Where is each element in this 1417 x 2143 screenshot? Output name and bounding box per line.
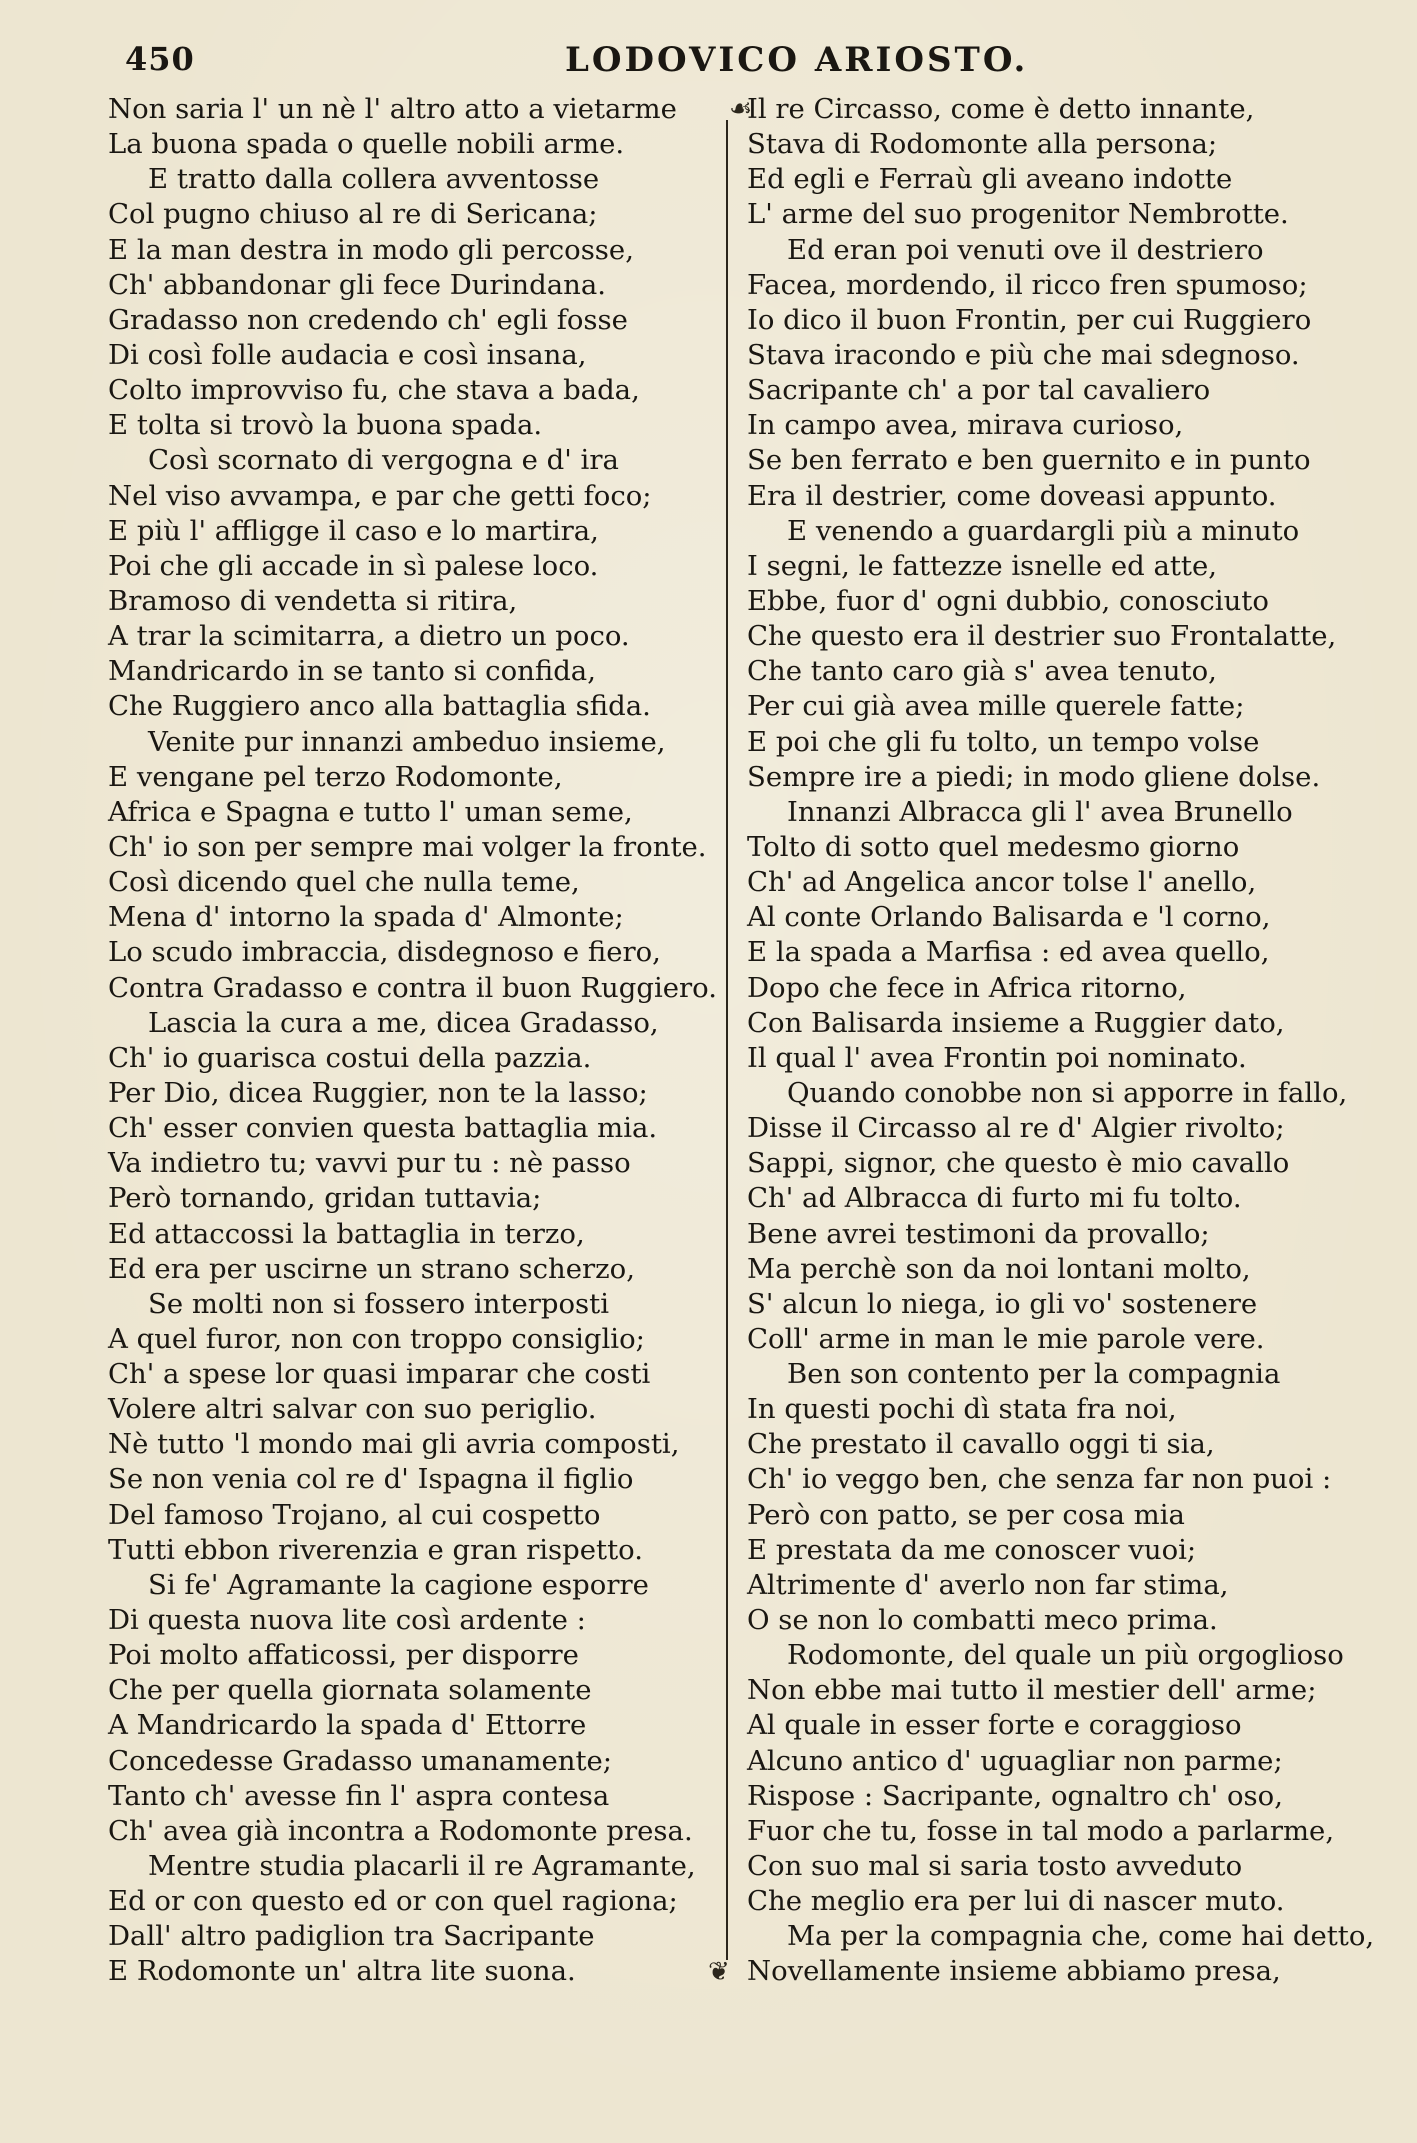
verse-line: Il re Circasso, come è detto innante, — [747, 93, 1255, 125]
page-number: 450 — [125, 40, 195, 78]
verse-line: Venite pur innanzi ambeduo insieme, — [148, 725, 666, 758]
verse-line: Ch' ad Albracca di furto mi fu tolto. — [747, 1182, 1242, 1215]
verse-line: Ebbe, fuor d' ogni dubbio, conosciuto — [747, 584, 1269, 617]
verse-line: Così scornato di vergogna e d' ira — [148, 444, 619, 477]
verse-line: A trar la scimitarra, a dietro un poco. — [108, 620, 630, 653]
verse-line: Ma perchè son da noi lontani molto, — [747, 1252, 1251, 1285]
verse-line: In campo avea, mirava curioso, — [747, 409, 1184, 442]
verse-line: Che prestato il cavallo oggi ti sia, — [747, 1428, 1215, 1461]
verse-line: Con Balisarda insieme a Ruggier dato, — [747, 1006, 1285, 1039]
verse-line: Tutti ebbon riverenzia e gran rispetto. — [108, 1533, 643, 1566]
verse-line: Che questo era il destrier suo Frontalatte, — [747, 620, 1337, 653]
verse-line: E tolta si trovò la buona spada. — [108, 409, 543, 442]
verse-line: Poi che gli accade in sì palese loco. — [108, 549, 599, 582]
verse-line: Era il destrier, come doveasi appunto. — [747, 479, 1277, 512]
verse-line: Sempre ire a piedi; in modo gliene dolse. — [747, 760, 1321, 793]
verse-line: Facea, mordendo, il ricco fren spumoso; — [747, 268, 1308, 301]
page-header — [125, 40, 1355, 90]
verse-line: Dall' altro padiglion tra Sacripante — [108, 1920, 595, 1953]
verse-line: Disse il Circasso al re d' Algier rivolto; — [747, 1112, 1285, 1145]
verse-line: Di questa nuova lite così ardente : — [108, 1604, 586, 1637]
verse-line: A quel furor, non con troppo consiglio; — [108, 1322, 645, 1355]
verse-line: Gradasso non credendo ch' egli fosse — [108, 303, 628, 336]
verse-line: Nè tutto 'l mondo mai gli avria composti, — [108, 1428, 680, 1461]
verse-line: Colto improvviso fu, che stava a bada, — [108, 374, 640, 407]
verse-line: Ed or con questo ed or con quel ragiona; — [108, 1885, 678, 1918]
verse-line: Di così folle audacia e così insana, — [108, 338, 587, 371]
verse-line: Se molti non si fossero interposti — [148, 1287, 610, 1320]
verse-line: Rodomonte, del quale un più orgoglioso — [787, 1639, 1344, 1672]
verse-line: Non ebbe mai tutto il mestier dell' arme; — [747, 1674, 1317, 1707]
verse-line: Il qual l' avea Frontin poi nominato. — [747, 1041, 1247, 1074]
verse-line: Per Dio, dicea Ruggier, non te la lasso; — [108, 1076, 648, 1109]
verse-line: Se non venia col re d' Ispagna il figlio — [108, 1463, 634, 1496]
verse-line: Mandricardo in se tanto si confida, — [108, 655, 596, 688]
verse-line: Ma per la compagnia che, come hai detto, — [787, 1920, 1375, 1953]
verse-line: Lascia la cura a me, dicea Gradasso, — [148, 1006, 659, 1039]
verse-line: Bramoso di vendetta si ritira, — [108, 584, 518, 617]
verse-line: Altrimente d' averlo non far stima, — [747, 1568, 1229, 1601]
verse-line: Non saria l' un nè l' altro atto a vietarme — [108, 93, 677, 125]
verse-line: E venendo a guardargli più a minuto — [787, 514, 1300, 547]
verse-line: Per cui già avea mille querele fatte; — [747, 690, 1245, 723]
verse-line: Stava di Rodomonte alla persona; — [747, 128, 1218, 161]
verse-line: Lo scudo imbraccia, disdegnoso e fiero, — [108, 936, 661, 969]
verse-line: E la spada a Marfisa : ed avea quello, — [747, 936, 1270, 969]
verse-line: Io dico il buon Frontin, per cui Ruggiero — [747, 303, 1312, 336]
verse-line: Con suo mal si saria tosto avveduto — [747, 1850, 1243, 1883]
bottom-ornament-icon: ❦ — [708, 1957, 730, 1987]
verse-line: Ch' io veggo ben, che senza far non puoi : — [747, 1463, 1332, 1496]
verse-line: Africa e Spagna e tutto l' uman seme, — [108, 795, 633, 828]
verse-line: Che per quella giornata solamente — [108, 1674, 592, 1707]
verse-line: Ed egli e Ferraù gli aveano indotte — [747, 163, 1233, 196]
verse-line: A Mandricardo la spada d' Ettorre — [108, 1709, 587, 1742]
verse-line: Ch' ad Angelica ancor tolse l' anello, — [747, 866, 1257, 899]
verse-line: Novellamente insieme abbiamo presa, — [747, 1955, 1281, 1988]
verse-line: Va indietro tu; vavvi pur tu : nè passo — [108, 1147, 631, 1180]
verse-line: Così dicendo quel che nulla teme, — [108, 866, 580, 899]
verse-line: Bene avrei testimoni da provallo; — [747, 1217, 1210, 1250]
verse-line: Concedesse Gradasso umanamente; — [108, 1744, 613, 1777]
verse-line: In questi pochi dì stata fra noi, — [747, 1393, 1177, 1426]
verse-line: Al conte Orlando Balisarda e 'l corno, — [747, 901, 1271, 934]
verse-line: Poi molto affaticossi, per disporre — [108, 1639, 579, 1672]
verse-line: E tratto dalla collera avventosse — [148, 163, 600, 196]
verse-line: E più l' affligge il caso e lo martira, — [108, 514, 599, 547]
verse-line: Però tornando, gridan tuttavia; — [108, 1182, 542, 1215]
verse-line: Si fe' Agramante la cagione esporre — [148, 1568, 649, 1601]
verse-line: Che Ruggiero anco alla battaglia sfida. — [108, 690, 651, 723]
column-divider — [726, 120, 728, 1960]
verse-line: S' alcun lo niega, io gli vo' sostenere — [747, 1287, 1258, 1320]
verse-line: I segni, le fattezze isnelle ed atte, — [747, 549, 1217, 582]
verse-line: Tolto di sotto quel medesmo giorno — [747, 830, 1240, 863]
verse-line: Coll' arme in man le mie parole vere. — [747, 1322, 1265, 1355]
top-ornament-icon: ☙ — [729, 94, 753, 124]
verse-line: Ch' avea già incontra a Rodomonte presa. — [108, 1814, 693, 1847]
verse-line: Però con patto, se per cosa mia — [747, 1498, 1185, 1531]
verse-line: Che tanto caro già s' avea tenuto, — [747, 655, 1217, 688]
verse-line: Alcuno antico d' uguagliar non parme; — [747, 1744, 1283, 1777]
verse-line: Ch' a spese lor quasi imparar che costi — [108, 1358, 651, 1391]
verse-line: La buona spada o quelle nobili arme. — [108, 128, 625, 161]
right-column — [747, 92, 1375, 1990]
verse-line: Ch' esser convien questa battaglia mia. — [108, 1112, 658, 1145]
verse-line: Innanzi Albracca gli l' avea Brunello — [787, 795, 1293, 828]
verse-line: Contra Gradasso e contra il buon Ruggiero. — [108, 971, 718, 1004]
verse-line: Nel viso avvampa, e par che getti foco; — [108, 479, 652, 512]
verse-line: Fuor che tu, fosse in tal modo a parlarme, — [747, 1814, 1335, 1847]
verse-line: Dopo che fece in Africa ritorno, — [747, 971, 1187, 1004]
verse-line: E prestata da me conoscer vuoi; — [747, 1533, 1197, 1566]
verse-line: Rispose : Sacripante, ognaltro ch' oso, — [747, 1779, 1283, 1812]
verse-line: Mentre studia placarli il re Agramante, — [148, 1850, 696, 1883]
verse-line: Ch' io guarisca costui della pazzia. — [108, 1041, 592, 1074]
verse-line: Ed eran poi venuti ove il destriero — [787, 233, 1264, 266]
verse-line: Ben son contento per la compagnia — [787, 1358, 1281, 1391]
verse-line: Ch' abbandonar gli fece Durindana. — [108, 268, 606, 301]
verse-line: Del famoso Trojano, al cui cospetto — [108, 1498, 601, 1531]
verse-line: E Rodomonte un' altra lite suona. — [108, 1955, 576, 1988]
verse-line: Ed attaccossi la battaglia in terzo, — [108, 1217, 585, 1250]
verse-line: Sappi, signor, che questo è mio cavallo — [747, 1147, 1290, 1180]
verse-line: Che meglio era per lui di nascer muto. — [747, 1885, 1285, 1918]
verse-line: O se non lo combatti meco prima. — [747, 1604, 1218, 1637]
verse-line: Mena d' intorno la spada d' Almonte; — [108, 901, 624, 934]
verse-line: E la man destra in modo gli percosse, — [108, 233, 634, 266]
verse-line: Col pugno chiuso al re di Sericana; — [108, 198, 598, 231]
left-column — [108, 92, 728, 1990]
verse-line: Tanto ch' avesse fin l' aspra contesa — [108, 1779, 610, 1812]
verse-line: Volere altri salvar con suo periglio. — [108, 1393, 597, 1426]
verse-line: Ed era per uscirne un strano scherzo, — [108, 1252, 635, 1285]
verse-line: Al quale in esser forte e coraggioso — [747, 1709, 1242, 1742]
verse-line: Stava iracondo e più che mai sdegnoso. — [747, 338, 1300, 371]
verse-line: Quando conobbe non si apporre in fallo, — [787, 1076, 1348, 1109]
verse-line: Ch' io son per sempre mai volger la fronte. — [108, 830, 707, 863]
verse-line: E vengane pel terzo Rodomonte, — [108, 760, 563, 793]
verse-line: E poi che gli fu tolto, un tempo volse — [747, 725, 1260, 758]
verse-line: Sacripante ch' a por tal cavaliero — [747, 374, 1211, 407]
verse-line: L' arme del suo progenitor Nembrotte. — [747, 198, 1289, 231]
running-head: LODOVICO ARIOSTO. — [565, 40, 1029, 80]
verse-line: Se ben ferrato e ben guernito e in punto — [747, 444, 1311, 477]
